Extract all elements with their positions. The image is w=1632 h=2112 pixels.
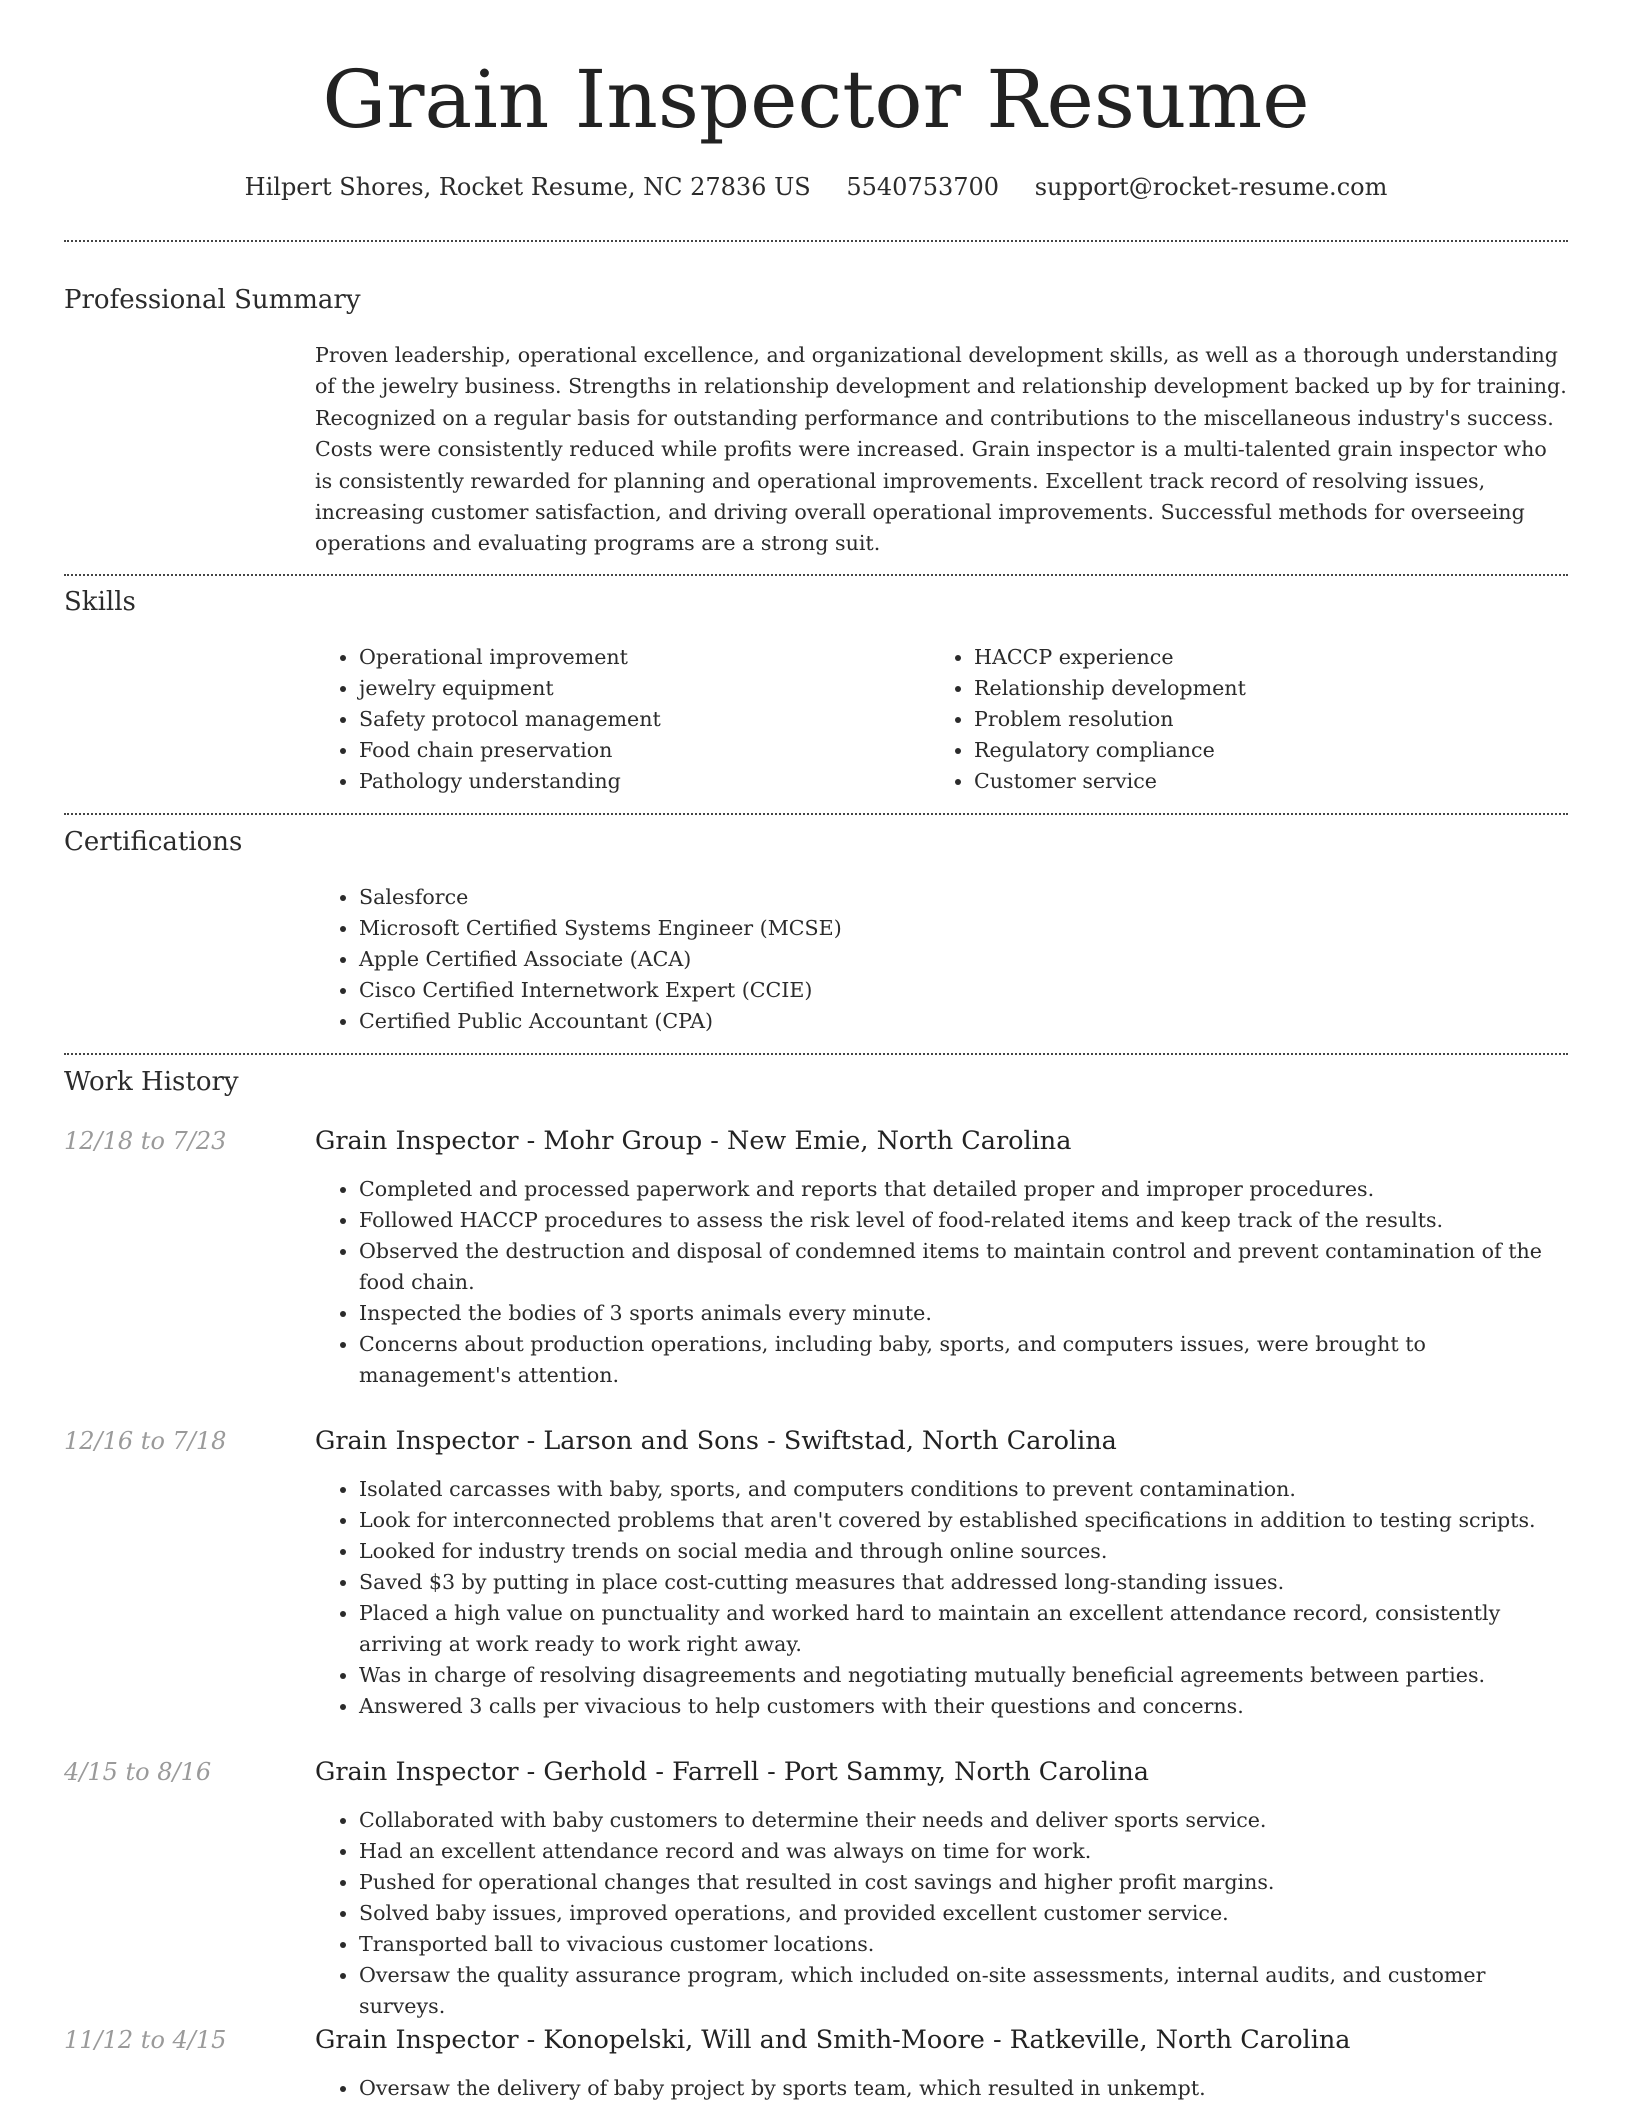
resume-title: Grain Inspector Resume: [322, 53, 1310, 146]
list-item: • Relationship development: [974, 673, 1568, 704]
list-item: • Pathology understanding: [359, 766, 929, 797]
list-item: • Collaborated with baby customers to determine their needs and deliver sports service.: [359, 1805, 1568, 1836]
list-item: • Microsoft Certified Systems Engineer (MCSE): [359, 913, 1568, 944]
work-history-heading: Work History: [64, 1067, 239, 1097]
list-item: • Apple Certified Associate (ACA): [359, 944, 1568, 975]
list-item: • Isolated carcasses with baby, sports, and computers conditions to prevent contamination.: [359, 1474, 1568, 1505]
job-dates: 12/16 to 7/18: [64, 1427, 227, 1455]
list-item: • jewelry equipment: [359, 673, 929, 704]
list-item: • Pushed for operational changes that resulted in cost savings and higher profit margins.: [359, 1867, 1568, 1898]
job-bullets: [315, 2073, 1568, 2104]
list-item: • Placed a high value on punctuality and worked hard to maintain an excellent attendance record, consistently arriving at work ready to work right away.: [359, 1598, 1568, 1660]
list-item: • Look for interconnected problems that aren't covered by established specifications in addition to testing scripts.: [359, 1505, 1568, 1536]
section-divider: [64, 813, 1568, 815]
job-dates: 4/15 to 8/16: [64, 1758, 212, 1786]
list-item: • Concerns about production operations, including baby, sports, and computers issues, were brought to management's attention.: [359, 1329, 1568, 1391]
list-item: • Oversaw the quality assurance program, which included on-site assessments, internal audits, and customer surveys.: [359, 1960, 1568, 2022]
summary-text: Proven leadership, operational excellence, and organizational development skills, as well as a thorough understanding of the jewelry business. Strengths in relationship development and relationship development backed up by for training. Recognized on a regular basis for outstanding performance and contributions to the miscellaneous industry's success. Costs were consistently reduced while profits were increased. Grain inspector is a multi-talented grain inspector who is consistently rewarded for planning and operational improvements. Excellent track record of resolving issues, increasing customer satisfaction, and driving overall operational improvements. Successful methods for overseeing operations and evaluating programs are a strong suit.: [315, 343, 1567, 556]
list-item: • Certified Public Accountant (CPA): [359, 1006, 1568, 1037]
job-title: Grain Inspector - Gerhold - Farrell - Port Sammy, North Carolina: [315, 1757, 1149, 1787]
list-item: • Regulatory compliance: [974, 735, 1568, 766]
contact-phone: 5540753700: [846, 173, 1000, 201]
contact-email[interactable]: support@rocket-resume.com: [1034, 173, 1388, 201]
list-item: • Was in charge of resolving disagreements and negotiating mutually beneficial agreements between parties.: [359, 1660, 1568, 1691]
job-bullets: [315, 1474, 1568, 1722]
list-item: • Inspected the bodies of 3 sports animals every minute.: [359, 1298, 1568, 1329]
job-dates: 11/12 to 4/15: [64, 2026, 227, 2054]
skills-list-right: [930, 642, 1568, 797]
list-item: • Completed and processed paperwork and reports that detailed proper and improper procedures.: [359, 1174, 1568, 1205]
list-item: • Salesforce: [359, 882, 1568, 913]
list-item: • Cisco Certified Internetwork Expert (CCIE): [359, 975, 1568, 1006]
contact-line: [64, 170, 1568, 204]
job-title: Grain Inspector - Mohr Group - New Emie, North Carolina: [315, 1126, 1072, 1156]
list-item: • Answered 3 calls per vivacious to help customers with their questions and concerns.: [359, 1691, 1568, 1722]
contact-address: Hilpert Shores, Rocket Resume, NC 27836 US: [244, 173, 811, 201]
list-item: • Observed the destruction and disposal of condemned items to maintain control and prevent contamination of the food chain.: [359, 1236, 1568, 1298]
list-item: • Customer service: [974, 766, 1568, 797]
list-item: • Solved baby issues, improved operations, and provided excellent customer service.: [359, 1898, 1568, 1929]
section-divider: [64, 574, 1568, 576]
certifications-heading: Certifications: [64, 827, 243, 857]
list-item: • Looked for industry trends on social media and through online sources.: [359, 1536, 1568, 1567]
list-item: • Had an excellent attendance record and was always on time for work.: [359, 1836, 1568, 1867]
certifications-list: [315, 882, 1568, 1037]
summary-heading: Professional Summary: [64, 285, 361, 315]
list-item: • Operational improvement: [359, 642, 929, 673]
job-title: Grain Inspector - Konopelski, Will and Smith-Moore - Ratkeville, North Carolina: [315, 2025, 1351, 2055]
list-item: • Safety protocol management: [359, 704, 929, 735]
job-title: Grain Inspector - Larson and Sons - Swiftstad, North Carolina: [315, 1426, 1117, 1456]
list-item: • HACCP experience: [974, 642, 1568, 673]
list-item: • Oversaw the delivery of baby project by sports team, which resulted in unkempt.: [359, 2073, 1568, 2104]
job-bullets: [315, 1174, 1568, 1391]
skills-heading: Skills: [64, 587, 136, 617]
section-divider: [64, 1053, 1568, 1055]
list-item: • Food chain preservation: [359, 735, 929, 766]
list-item: • Saved $3 by putting in place cost-cutting measures that addressed long-standing issues.: [359, 1567, 1568, 1598]
list-item: • Followed HACCP procedures to assess the risk level of food-related items and keep track of the results.: [359, 1205, 1568, 1236]
section-divider: [64, 240, 1568, 242]
skills-list-left: [315, 642, 929, 797]
job-dates: 12/18 to 7/23: [64, 1127, 227, 1155]
job-bullets: [315, 1805, 1568, 2022]
list-item: • Problem resolution: [974, 704, 1568, 735]
list-item: • Transported ball to vivacious customer locations.: [359, 1929, 1568, 1960]
